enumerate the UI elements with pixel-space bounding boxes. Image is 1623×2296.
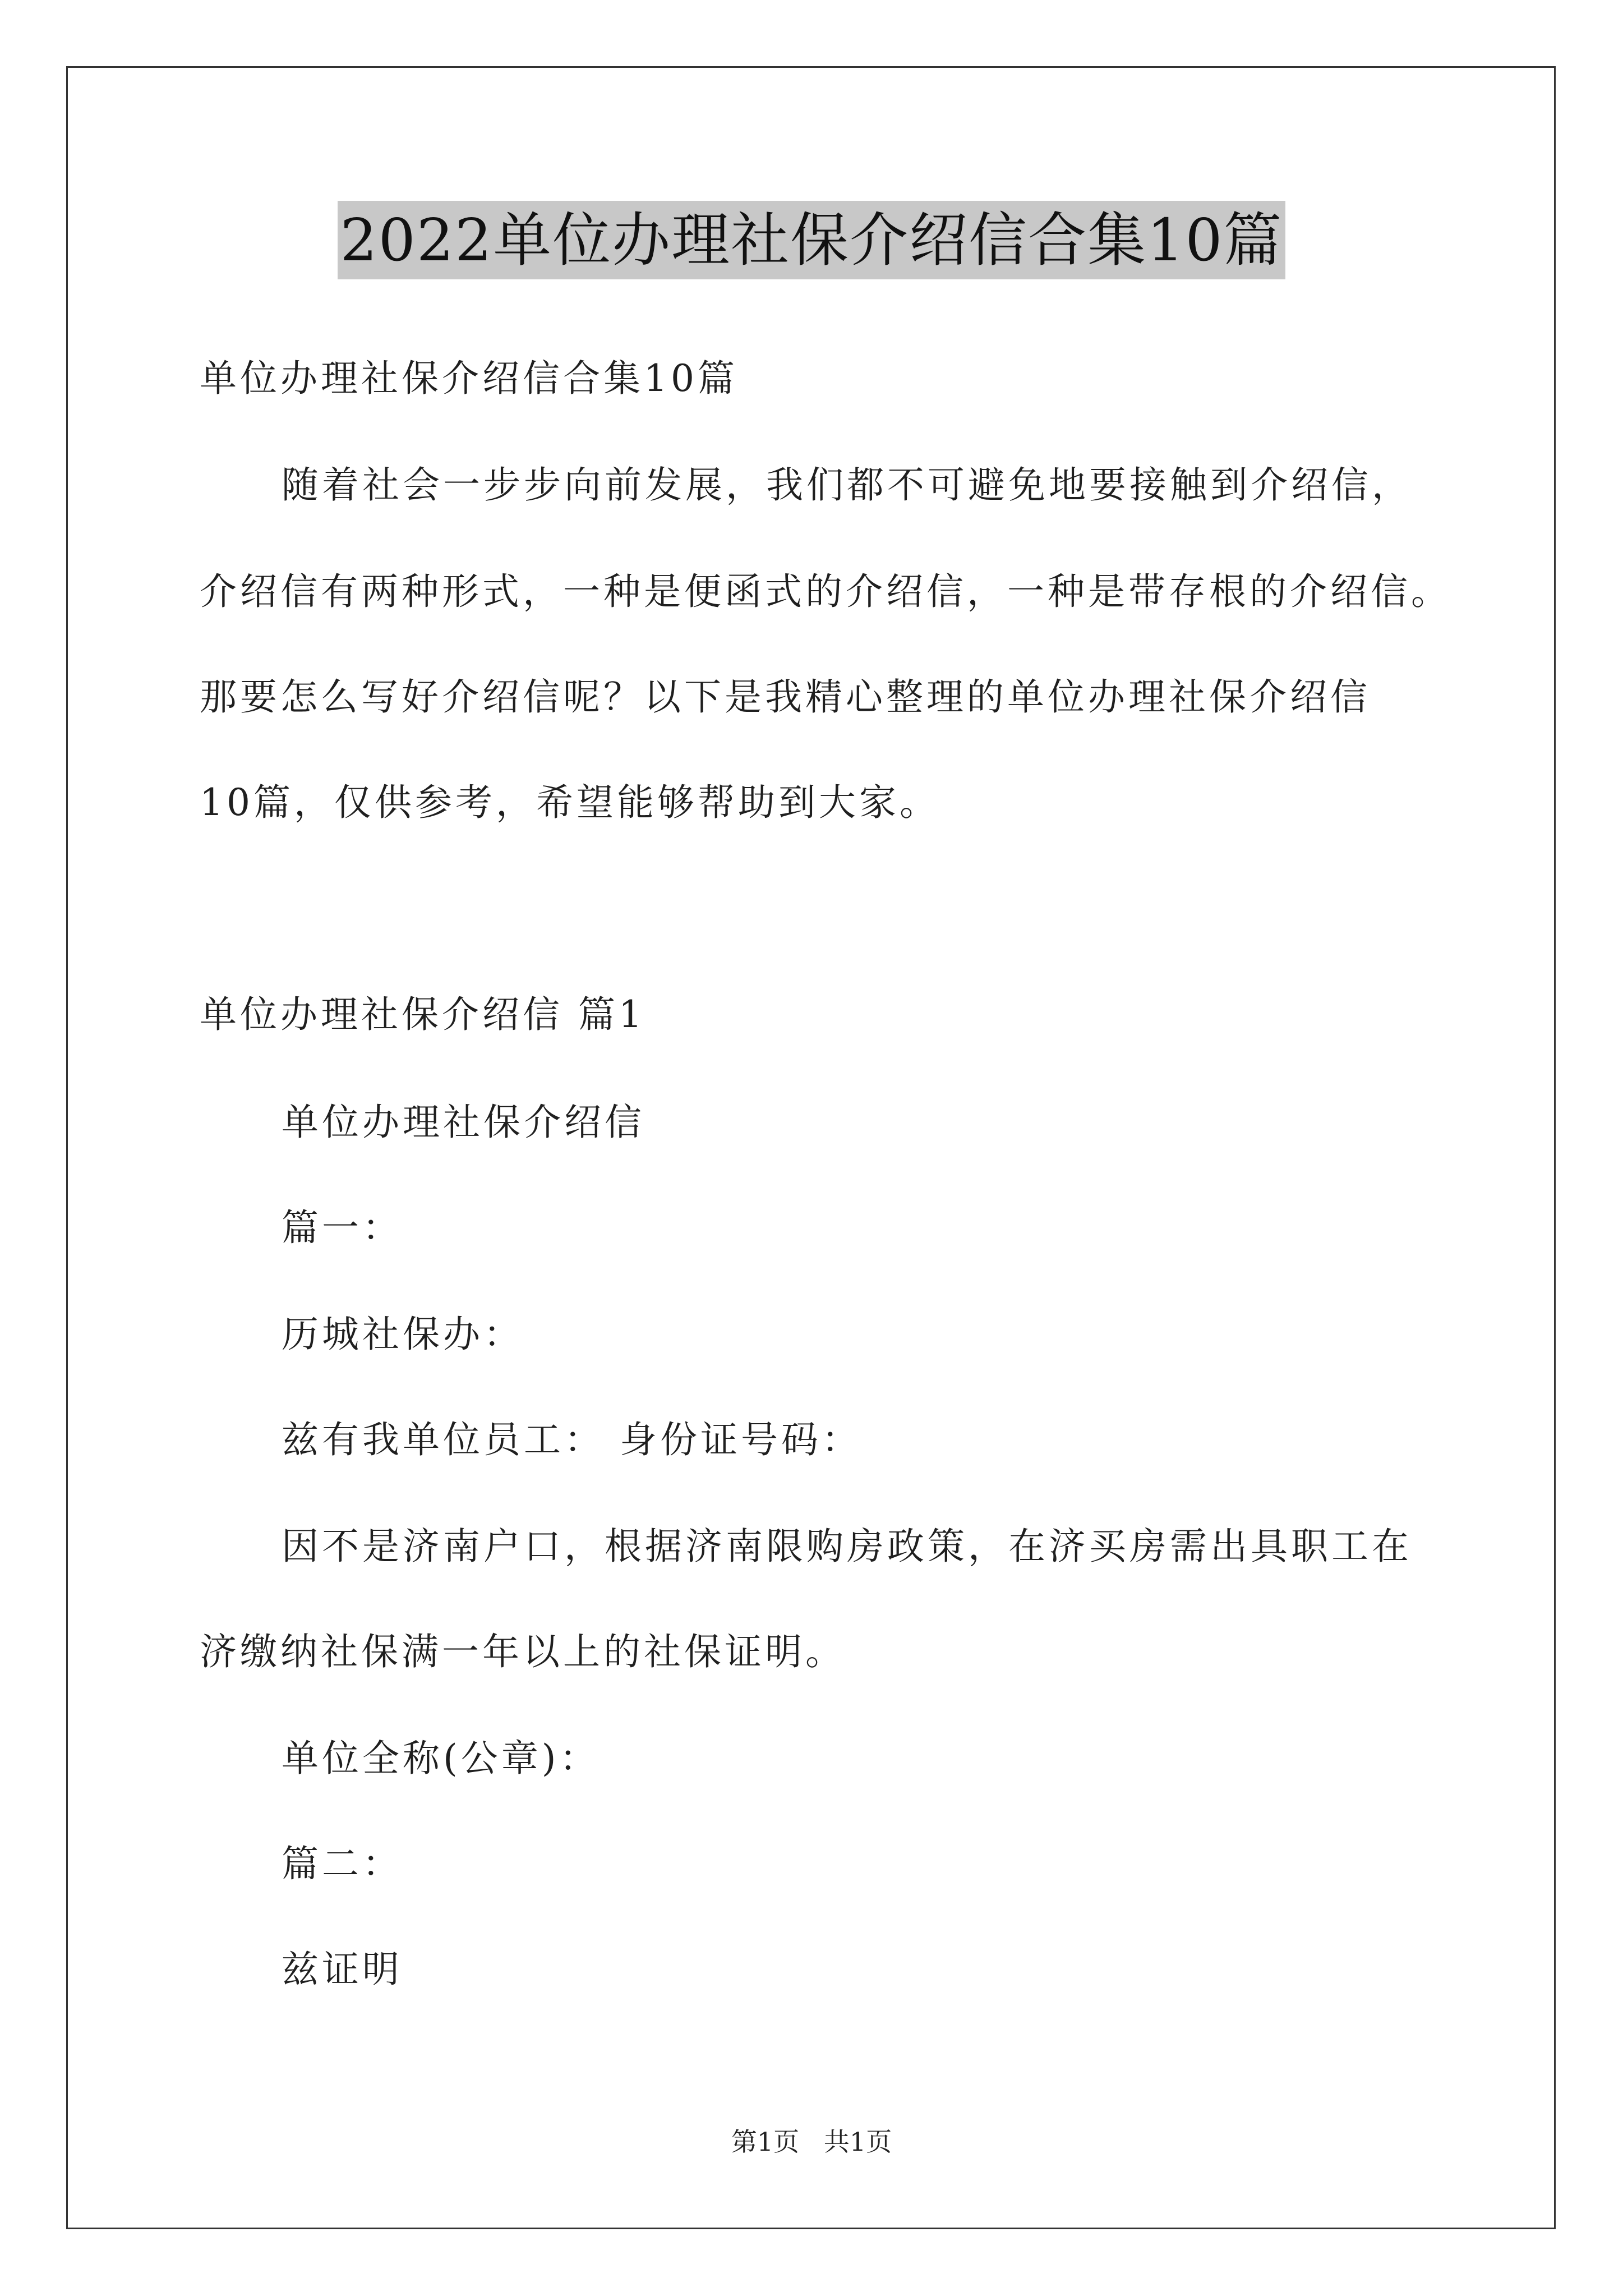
paragraph-line: 因不是济南户口，根据济南限购房政策，在济买房需出具职工在 [282, 1525, 1412, 1568]
document-title: 2022单位办理社保介绍信合集10篇 [338, 201, 1285, 279]
paragraph-line: 兹有我单位员工： 身份证号码： [282, 1418, 862, 1461]
paragraph-line: 介绍信有两种形式，一种是便函式的介绍信，一种是带存根的介绍信。 [200, 570, 1451, 613]
paragraph-line: 那要怎么写好介绍信呢？以下是我精心整理的单位办理社保介绍信 [200, 675, 1371, 719]
paragraph-line: 单位办理社保介绍信 [282, 1101, 645, 1144]
section-heading: 单位办理社保介绍信 篇1 [200, 993, 645, 1036]
paragraph-line: 济缴纳社保满一年以上的社保证明。 [200, 1630, 846, 1673]
paragraph-line: 随着社会一步步向前发展，我们都不可避免地要接触到介绍信， [282, 463, 1412, 507]
paragraph-line: 兹证明 [282, 1948, 403, 1991]
paragraph-line: 单位全称(公章)： [282, 1737, 600, 1780]
page-number: 第1页 共1页 [731, 2127, 892, 2157]
subtitle-line: 单位办理社保介绍信合集10篇 [200, 357, 738, 400]
paragraph-line: 篇二： [282, 1842, 403, 1885]
paragraph-line: 10篇，仅供参考，希望能够帮助到大家。 [200, 781, 940, 824]
paragraph-line: 历城社保办： [282, 1313, 524, 1356]
title-container [0, 201, 1623, 279]
paragraph-line: 篇一： [282, 1206, 403, 1249]
